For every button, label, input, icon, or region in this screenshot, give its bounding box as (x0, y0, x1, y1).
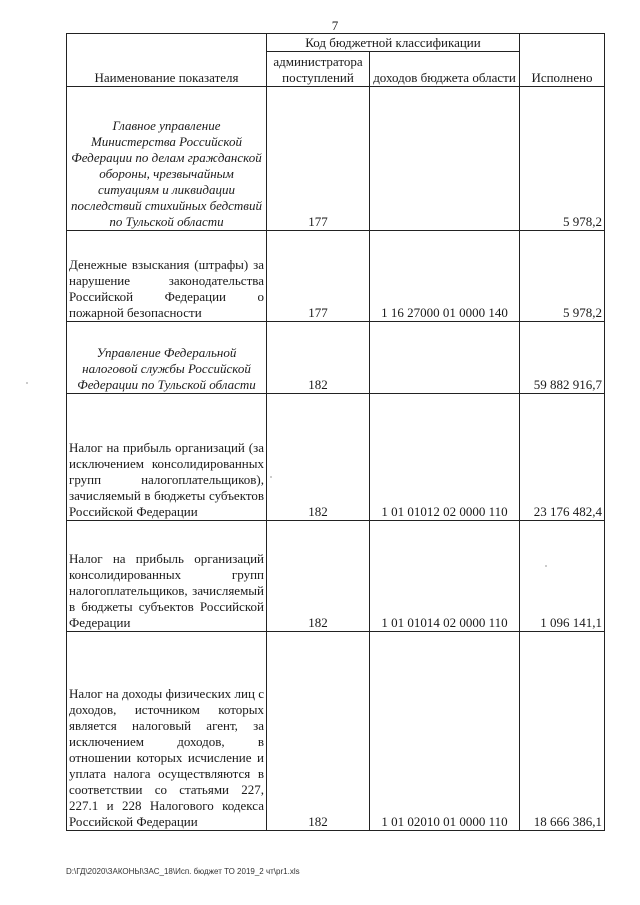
row-revenue-code (370, 87, 520, 231)
scan-speck (270, 476, 272, 478)
row-revenue-code (370, 322, 520, 394)
header-regional-budget-revenue: доходов бюджета области (370, 52, 520, 87)
row-administrator-code: 182 (267, 632, 370, 831)
table-row (67, 322, 605, 394)
row-executed-amount: 5 978,2 (520, 231, 605, 322)
table-row (67, 87, 605, 231)
table-row (67, 521, 605, 632)
page-number: 7 (331, 18, 339, 33)
row-administrator-code: 182 (267, 394, 370, 521)
row-administrator-code: 182 (267, 322, 370, 394)
row-indicator-name: Налог на прибыль организаций (за исключением консолидированных групп налогоплательщиков), зачисляемый в бюджеты субъектов Российской Федерации (67, 394, 267, 521)
row-executed-amount: 1 096 141,1 (520, 521, 605, 632)
row-indicator-name: Налог на прибыль организаций консолидированных групп налогоплательщиков, зачисляемый в бюджеты субъектов Российской Федерации (67, 521, 267, 632)
row-revenue-code: 1 01 02010 01 0000 110 (370, 632, 520, 831)
row-administrator-code: 177 (267, 231, 370, 322)
table-row (67, 632, 605, 831)
row-revenue-code: 1 01 01014 02 0000 110 (370, 521, 520, 632)
header-budget-classification-code: Код бюджетной классификации (267, 34, 520, 52)
row-indicator-name: Управление Федеральной налоговой службы Российской Федерации по Тульской области (67, 322, 267, 394)
row-indicator-name: Главное управление Министерства Российской Федерации по делам гражданской обороны, чрезвычайным ситуациям и ликвидации последствий стихийных бедствий по Тульской области (67, 87, 267, 231)
file-path-footer: D:\ГД\2020\ЗАКОНЫ\ЗАС_18\Исп. бюджет ТО 2019_2 чт\pr1.xls (66, 867, 300, 876)
header-indicator-name: Наименование показателя (67, 34, 267, 87)
row-administrator-code: 182 (267, 521, 370, 632)
row-revenue-code: 1 01 01012 02 0000 110 (370, 394, 520, 521)
scan-speck (545, 565, 547, 567)
row-indicator-name: Налог на доходы физических лиц с доходов, источником которых является налоговый агент, за исключением доходов, в отношении которых исчисление и уплата налога осуществляются в соответствии со статьями 227, 227.1 и 228 Налогового кодекса Российской Федерации (67, 632, 267, 831)
scan-speck (26, 382, 28, 384)
row-revenue-code: 1 16 27000 01 0000 140 (370, 231, 520, 322)
table-row (67, 394, 605, 521)
row-administrator-code: 177 (267, 87, 370, 231)
budget-execution-table (66, 33, 605, 831)
row-executed-amount: 23 176 482,4 (520, 394, 605, 521)
header-revenue-administrator: администратора поступлений (267, 52, 370, 87)
row-executed-amount: 5 978,2 (520, 87, 605, 231)
row-executed-amount: 18 666 386,1 (520, 632, 605, 831)
row-indicator-name: Денежные взыскания (штрафы) за нарушение законодательства Российской Федерации о пожарной безопасности (67, 231, 267, 322)
header-executed: Исполнено (520, 34, 605, 87)
row-executed-amount: 59 882 916,7 (520, 322, 605, 394)
table-row (67, 231, 605, 322)
